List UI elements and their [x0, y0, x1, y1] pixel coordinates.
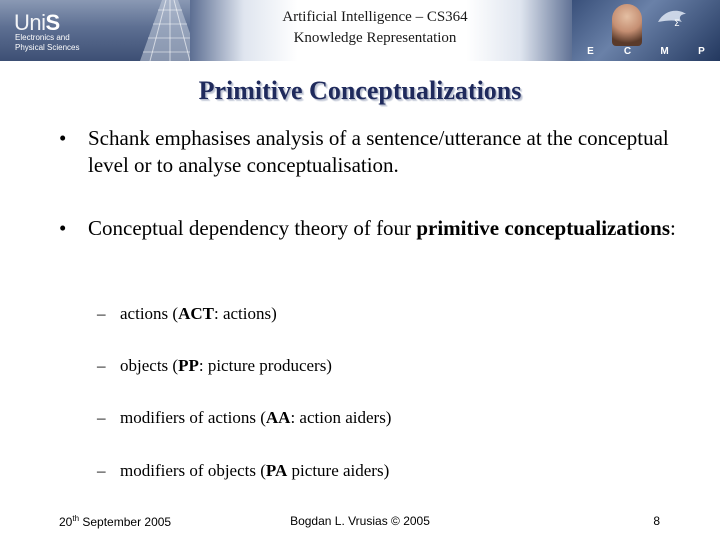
header-banner — [0, 0, 720, 61]
svg-text:Σ: Σ — [674, 19, 680, 28]
sub-item-text: modifiers of objects (PA picture aiders) — [120, 461, 390, 480]
letter-m: M — [660, 46, 669, 57]
footer-date: 20th September 2005 — [59, 514, 172, 529]
dolphin-icon — [656, 6, 688, 28]
logo-subtitle: Electronics and Physical Sciences — [15, 33, 80, 52]
emphasis-term: primitive conceptualizations — [416, 216, 671, 240]
dash-icon: – — [97, 461, 106, 480]
letter-c: C — [623, 46, 632, 57]
page-number: 8 — [653, 514, 660, 528]
logo-wordmark: UniS — [14, 10, 60, 35]
dash-icon: – — [97, 408, 106, 427]
bullet-icon: • — [59, 126, 67, 150]
dash-icon: – — [97, 304, 106, 323]
bullet-text: Schank emphasises analysis of a sentence/utterance at the conceptual level or to analyse conceptualisation. — [88, 126, 669, 177]
bullet-text: Conceptual dependency theory of four primitive conceptualizations: — [88, 216, 676, 240]
sub-item-text: modifiers of actions (AA: action aiders) — [120, 408, 392, 427]
sub-item-text: objects (PP: picture producers) — [120, 356, 332, 375]
slide-title: Primitive Conceptualizations — [198, 76, 522, 105]
header-photo — [572, 0, 720, 61]
course-topic: Knowledge Representation — [293, 30, 457, 46]
person-photo-icon — [612, 4, 642, 46]
footer-author: Bogdan L. Vrusias © 2005 — [290, 514, 430, 528]
course-name: Artificial Intelligence – CS364 — [282, 9, 468, 25]
ecmp-letters — [572, 46, 720, 60]
letter-e: E — [587, 46, 594, 57]
sub-item-text: actions (ACT: actions) — [120, 304, 277, 323]
unis-logo — [0, 0, 150, 61]
letter-p: P — [698, 46, 705, 57]
dash-icon: – — [97, 356, 106, 375]
course-title — [230, 7, 520, 49]
bullet-icon: • — [59, 216, 67, 240]
